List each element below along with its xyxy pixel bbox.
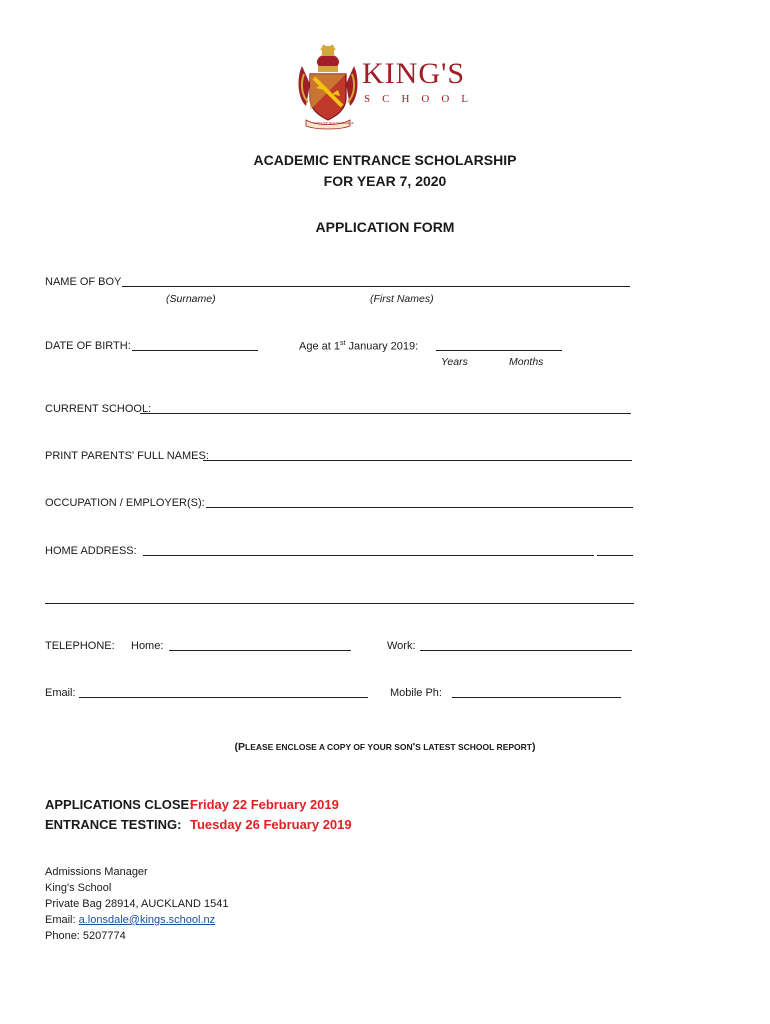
entrance-testing-label: ENTRANCE TESTING:: [45, 817, 182, 832]
form-title-line1: ACADEMIC ENTRANCE SCHOLARSHIP: [253, 152, 517, 168]
name-of-boy-field[interactable]: [122, 286, 630, 287]
first-names-caption: (First Names): [370, 293, 434, 305]
form-title-line2: FOR YEAR 7, 2020: [323, 173, 447, 189]
age-label: Age at 1st January 2019:: [299, 340, 419, 353]
logo-name-school: SCHOOL: [364, 93, 481, 105]
date-of-birth-label: DATE OF BIRTH:: [45, 340, 131, 352]
age-field[interactable]: [436, 350, 562, 351]
applications-close-date: Friday 22 February 2019: [190, 797, 339, 812]
contact-org: King's School: [45, 882, 112, 894]
contact-phone: Phone: 5207774: [45, 930, 126, 942]
mobile-phone-label: Mobile Ph:: [390, 687, 442, 699]
parents-names-label: PRINT PARENTS' FULL NAMES:: [45, 450, 209, 462]
current-school-field[interactable]: [140, 413, 631, 414]
home-address-field-end[interactable]: [597, 555, 633, 556]
date-of-birth-field[interactable]: [132, 350, 258, 351]
entrance-testing-date: Tuesday 26 February 2019: [190, 817, 352, 832]
telephone-label: TELEPHONE:: [45, 640, 115, 652]
logo-motto: VIRTUTE DOCTRINAQUE: [313, 121, 354, 125]
home-phone-field[interactable]: [169, 650, 351, 651]
months-caption: Months: [509, 356, 544, 368]
home-phone-label: Home:: [131, 640, 164, 652]
applications-close-label: APPLICATIONS CLOSE:: [45, 797, 194, 812]
work-phone-label: Work:: [387, 640, 416, 652]
contact-address: Private Bag 28914, AUCKLAND 1541: [45, 898, 229, 910]
email-label: Email:: [45, 687, 76, 699]
home-address-field[interactable]: [143, 555, 594, 556]
parents-names-field[interactable]: [203, 460, 632, 461]
home-address-field-line2[interactable]: [45, 603, 634, 604]
current-school-label: CURRENT SCHOOL:: [45, 403, 152, 415]
work-phone-field[interactable]: [420, 650, 632, 651]
school-report-note: (PLEASE ENCLOSE A COPY OF YOUR SON'S LATEST SCHOOL REPORT): [234, 741, 536, 753]
occupation-label: OCCUPATION / EMPLOYER(S):: [45, 497, 205, 509]
mobile-phone-field[interactable]: [452, 697, 621, 698]
contact-email-line: Email: a.lonsdale@kings.school.nz: [45, 914, 216, 926]
occupation-field[interactable]: [206, 507, 633, 508]
home-address-label: HOME ADDRESS:: [45, 545, 137, 557]
application-form-heading: APPLICATION FORM: [315, 219, 455, 235]
logo-name-kings: KING'S: [362, 57, 466, 90]
contact-email-link[interactable]: a.lonsdale@kings.school.nz: [78, 914, 216, 926]
email-field[interactable]: [79, 697, 368, 698]
contact-role: Admissions Manager: [45, 866, 148, 878]
years-caption: Years: [441, 356, 468, 368]
name-of-boy-label: NAME OF BOY: [45, 276, 122, 288]
school-crest-icon: [296, 44, 360, 130]
surname-caption: (Surname): [166, 293, 216, 305]
